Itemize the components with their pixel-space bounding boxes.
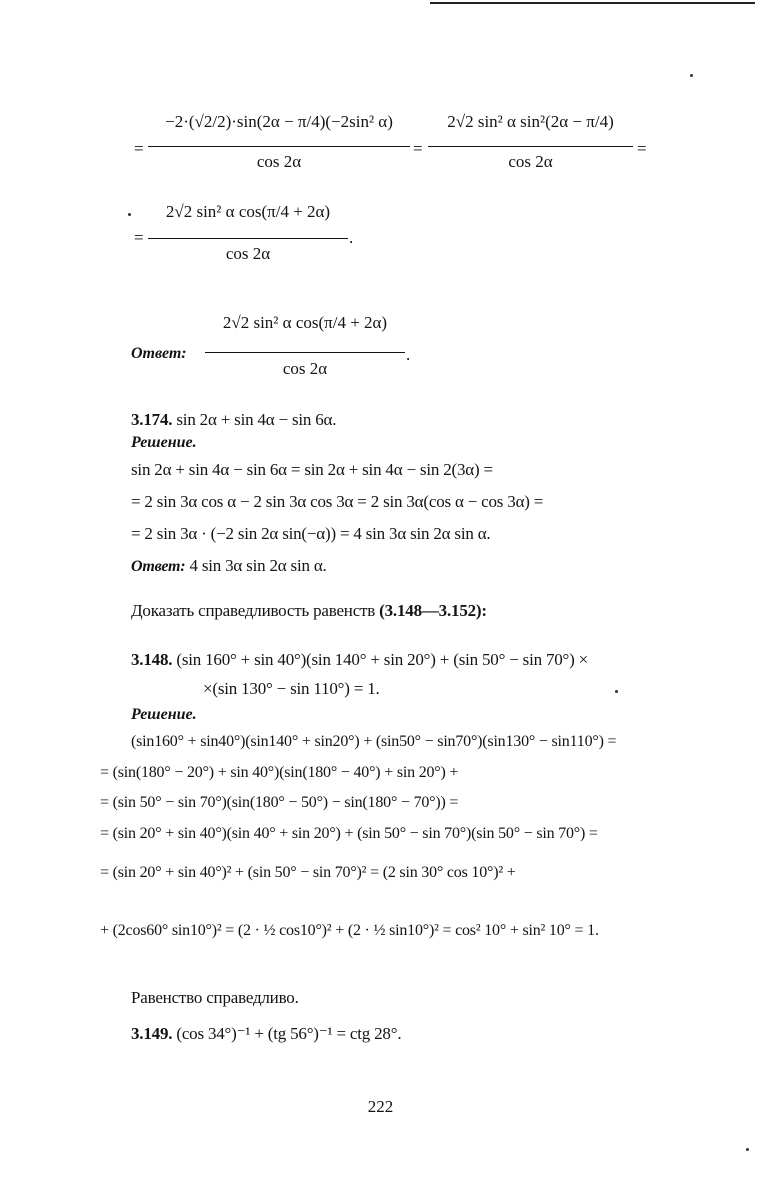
fraction-bar: [148, 146, 410, 147]
fraction-c-numerator: 2√2 sin² α cos(π/4 + 2α): [165, 202, 331, 221]
fraction-a-numerator: −2·(√2/2)·sin(2α − π/4)(−2sin² α): [165, 112, 393, 131]
solution-line: = (sin(180° − 20°) + sin 40°)(sin(180° − 40°) + sin 20°) +: [100, 764, 459, 781]
answer-line: [131, 556, 327, 576]
solution-line: = 2 sin 3α cos α − 2 sin 3α cos 3α = 2 sin 3α(cos α − cos 3α) =: [131, 492, 544, 511]
solution-line: + (2cos60° sin10°)² = (2 · ½ cos10°)² + (2 · ½ sin10°)² = cos² 10° + sin² 10° = 1.: [100, 922, 599, 939]
solution-line: = (sin 20° + sin 40°)² + (sin 50° − sin 70°)² = (2 sin 30° cos 10°)² +: [100, 864, 516, 881]
problem-task: sin 2α + sin 4α − sin 6α.: [176, 410, 337, 429]
heading-range: (3.148—3.152):: [379, 601, 487, 620]
heading-text: Доказать справедливость равенств: [131, 601, 376, 620]
fraction-a: [148, 112, 410, 182]
fraction-bar: [148, 238, 348, 239]
bullet-mark: [128, 213, 131, 216]
scan-speck: [690, 74, 693, 77]
problem-number: 3.149.: [131, 1024, 173, 1043]
section-heading: [131, 601, 487, 621]
fraction-bar: [205, 352, 405, 353]
solution-label: Решение.: [131, 706, 197, 723]
solution-label: Решение.: [131, 434, 197, 451]
fraction-b-denominator: cos 2α: [508, 152, 553, 171]
period: .: [406, 345, 411, 364]
scan-speck: [746, 1148, 749, 1151]
equals-sign: =: [134, 228, 144, 247]
page-number: 222: [367, 1097, 394, 1116]
equals-sign: =: [413, 139, 423, 158]
fraction-b-numerator: 2√2 sin² α sin²(2α − π/4): [447, 112, 614, 131]
problem-3-149: [131, 1024, 401, 1044]
solution-line: = 2 sin 3α · (−2 sin 2α sin(−α)) = 4 sin 3α sin 2α sin α.: [131, 524, 491, 543]
solution-line: (sin160° + sin40°)(sin140° + sin20°) + (sin50° − sin70°)(sin130° − sin110°) =: [131, 733, 617, 750]
scan-speck: [615, 690, 618, 693]
solution-line: = (sin 20° + sin 40°)(sin 40° + sin 20°) + (sin 50° − sin 70°)(sin 50° − sin 70°) =: [100, 825, 598, 842]
fraction-b: [428, 112, 633, 182]
answer-fraction: [205, 313, 405, 385]
fraction-bar: [428, 146, 633, 147]
problem-task-line1: (sin 160° + sin 40°)(sin 140° + sin 20°) + (sin 50° − sin 70°) ×: [176, 650, 589, 669]
solution-line: sin 2α + sin 4α − sin 6α = sin 2α + sin 4α − sin 2(3α) =: [131, 460, 493, 479]
answer-label: Ответ:: [131, 558, 186, 575]
problem-number: 3.174.: [131, 410, 173, 429]
fraction-c: [148, 202, 348, 272]
conclusion: Равенство справедливо.: [131, 988, 299, 1007]
equals-sign: =: [134, 139, 144, 158]
answer-label: Ответ:: [131, 345, 187, 362]
equals-sign: =: [637, 139, 647, 158]
period: .: [349, 228, 354, 247]
answer-numerator: 2√2 sin² α cos(π/4 + 2α): [222, 313, 388, 332]
problem-3-174: [131, 410, 336, 430]
fraction-c-denominator: cos 2α: [225, 244, 271, 263]
fraction-a-denominator: cos 2α: [256, 152, 302, 171]
answer-value: 4 sin 3α sin 2α sin α.: [189, 556, 327, 575]
problem-3-148: [131, 650, 588, 670]
top-rule: [430, 2, 755, 4]
problem-number: 3.148.: [131, 650, 173, 669]
problem-task: (cos 34°)⁻¹ + (tg 56°)⁻¹ = ctg 28°.: [176, 1024, 402, 1043]
problem-task-line2: ×(sin 130° − sin 110°) = 1.: [203, 679, 380, 698]
solution-line: = (sin 50° − sin 70°)(sin(180° − 50°) − sin(180° − 70°)) =: [100, 794, 459, 811]
answer-denominator: cos 2α: [282, 359, 328, 378]
